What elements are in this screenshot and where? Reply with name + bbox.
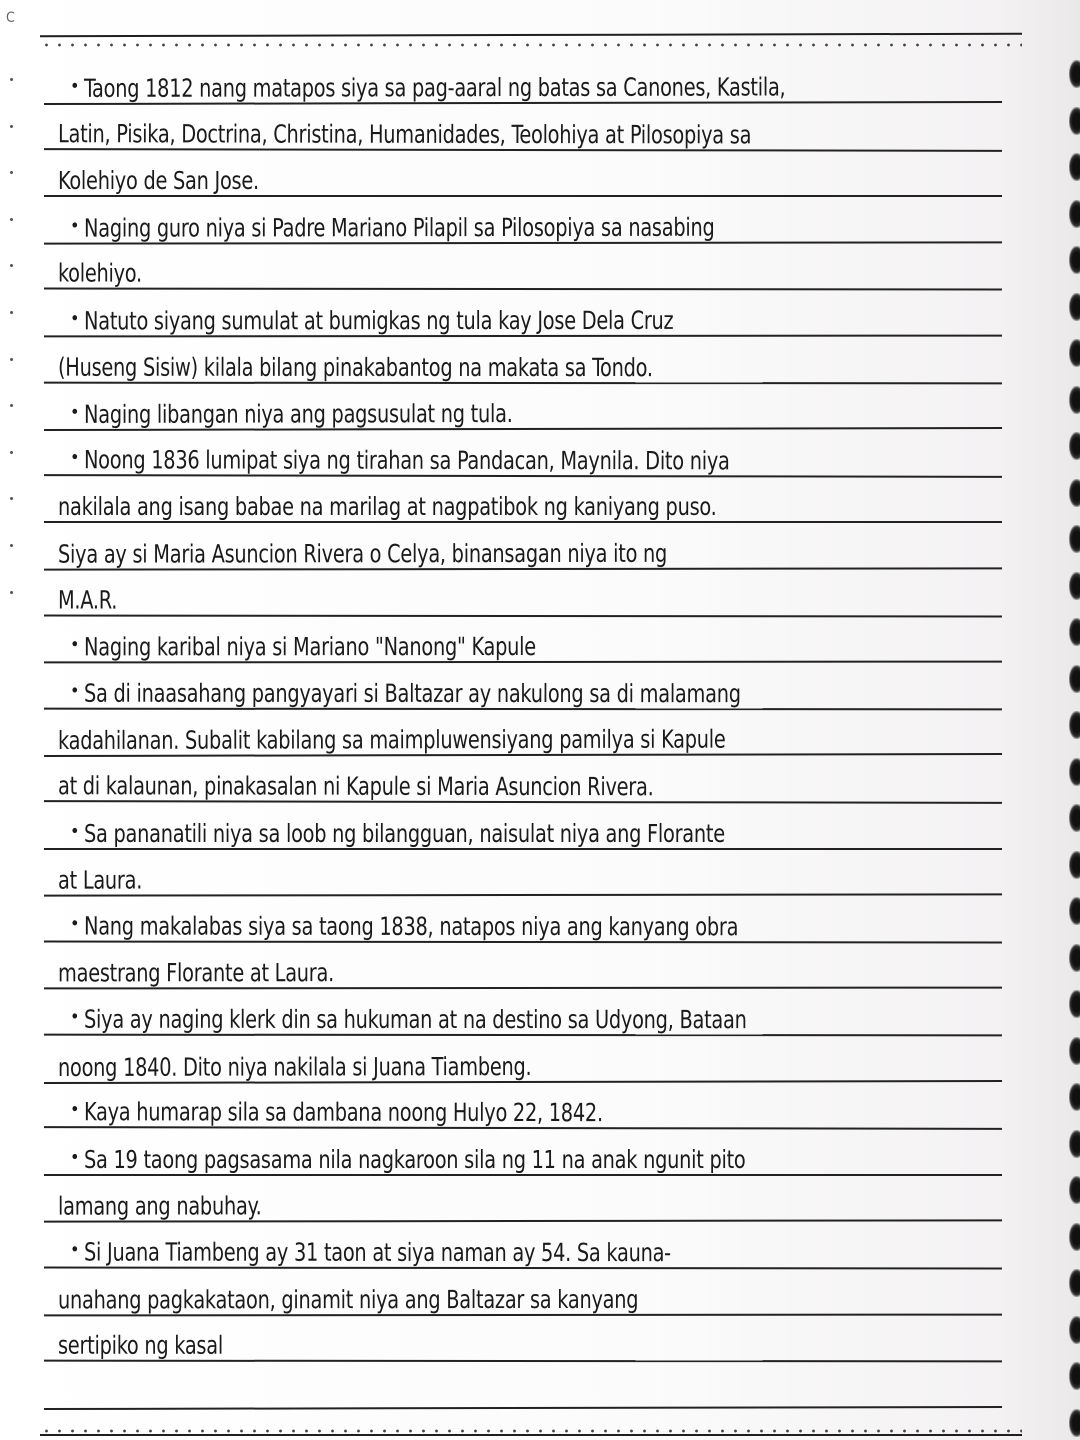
continuation-text: kolehiyo. [57,258,142,288]
notebook-line [44,943,1002,990]
spiral-binding [1066,60,1080,1440]
spiral-ring [1069,432,1080,460]
spiral-ring [1069,339,1080,367]
bullet-text: Taong 1812 nang matapos siya sa pag-aaral ng batas sa Canones, Kastila, [83,72,786,103]
spiral-ring [1069,386,1080,414]
bullet-text: Naging guro niya si Padre Mariano Pilapil sa Pilosopiya sa nasabing [83,212,715,243]
spiral-ring [1069,944,1080,972]
notebook-line [44,1176,1002,1223]
margin-dot [10,171,13,174]
notebook-line [44,430,1002,478]
bullet-dot: • [69,402,80,424]
continuation-text: lamang ang nabuhay. [57,1191,262,1222]
notebook-line [44,197,1002,244]
bullet-dot: • [69,634,80,656]
spiral-ring [1069,1316,1080,1344]
bullet-dot: • [70,820,80,842]
continuation-text: at di kalaunan, pinakasalan ni Kapule si Maria Asuncion Rivera. [57,771,654,802]
continuation-text: M.A.R. [57,585,118,615]
notebook-line [44,1222,1002,1269]
spiral-ring [1069,153,1080,181]
spiral-ring [1069,990,1080,1018]
margin-dot [10,125,13,128]
spiral-ring [1069,1362,1080,1390]
notebook-line [44,337,1002,384]
spiral-ring [1069,1269,1080,1297]
notebook-line [44,1082,1002,1130]
notebook-line [44,617,1002,664]
continuation-text: nakilala ang isang babae na marilag at nagpatibok ng kaniyang puso. [58,492,717,522]
bullet-text: Nang makalabas siya sa taong 1838, natapos niya ang kanyang obra [83,911,739,942]
margin-dot [10,404,13,407]
continuation-text: at Laura. [57,865,143,895]
spiral-ring [1069,897,1080,925]
bullet-dot: • [69,913,80,935]
bullet-text: Natuto siyang sumulat at bumigkas ng tula kay Jose Dela Cruz [83,305,674,336]
bullet-dot: • [69,1006,80,1028]
bullet-dot: • [69,680,80,702]
spiral-ring [1069,665,1080,693]
spiral-ring [1069,1130,1080,1158]
spiral-ring [1069,851,1080,879]
bullet-text: Kaya humarap sila sa dambana noong Hulyo 22, 1842. [83,1097,603,1128]
bullet-dot: • [69,1099,80,1121]
spiral-ring [1069,1083,1080,1111]
notebook-line [44,850,1002,897]
notebook-line [44,709,1002,757]
bullet-text: Sa pananatili niya sa loob ng bilangguan, naisulat niya ang Florante [84,818,725,848]
notebook-line [44,523,1002,570]
margin-dot [10,218,13,221]
notebook-line [44,756,1002,804]
notebook-line [44,477,1002,523]
margin-dot [10,358,13,361]
bottom-border-line [40,1434,1022,1436]
spiral-ring [1069,1037,1080,1065]
spiral-ring [1069,1176,1080,1204]
notebook-line [44,244,1002,291]
notebook-line [44,1316,1002,1363]
notebook-line [44,663,1002,710]
notebook-line [44,104,1002,152]
continuation-text: maestrang Florante at Laura. [57,958,334,988]
notebook-line [44,1269,1002,1316]
bullet-dot: • [69,308,80,330]
notebook-line [44,57,1002,105]
bullet-text: Sa 19 taong pagsasama nila nagkaroon sila ng 11 na anak ngunit pito [84,1144,746,1174]
spiral-ring [1069,200,1080,228]
margin-dot [10,311,13,314]
spiral-ring [1069,711,1080,739]
notebook-line [44,804,1002,850]
margin-dot [10,544,13,547]
margin-dot [10,451,13,454]
bullet-dot: • [69,75,80,97]
bullet-text: Si Juana Tiambeng ay 31 taon at siya naman ay 54. Sa kauna- [83,1237,671,1268]
continuation-text: Siya ay si Maria Asuncion Rivera o Celya, binansagan niya ito ng [57,538,668,569]
continuation-text: unahang pagkakataon, ginamit niya ang Baltazar sa kanyang [57,1284,639,1314]
spiral-ring [1069,804,1080,832]
notebook-line [44,1036,1002,1084]
notebook-line [44,151,1002,197]
spiral-ring [1069,479,1080,507]
margin-dot [10,591,13,594]
spiral-ring [1069,1409,1080,1437]
spiral-ring [1069,107,1080,135]
continuation-text: (Huseng Sisiw) kilala bilang pinakabantog na makata sa Tondo. [57,352,653,382]
corner-mark: C [6,10,15,26]
bullet-text: Sa di inaasahang pangyayari si Baltazar ay nakulong sa di malamang [83,678,741,708]
notebook-line [44,291,1002,338]
bullet-dot: • [69,215,80,237]
continuation-text: Kolehiyo de San Jose. [58,166,259,196]
spiral-ring [1069,758,1080,786]
bullet-text: Siya ay naging klerk din sa hukuman at na destino sa Udyong, Bataan [83,1004,747,1035]
notebook-line [44,1130,1002,1176]
margin-dot [10,264,13,267]
spiral-ring [1069,525,1080,553]
notebook-line [44,896,1002,943]
spiral-ring [1069,618,1080,646]
continuation-text: Latin, Pisika, Doctrina, Christina, Humanidades, Teolohiya at Pilosopiya sa [57,118,752,149]
spiral-ring [1069,572,1080,600]
spiral-ring [1069,1223,1080,1251]
margin-dot [10,78,13,81]
continuation-text: sertipiko ng kasal [57,1330,223,1360]
bullet-text: Noong 1836 lumipat siya ng tirahan sa Pandacan, Maynila. Dito niya [83,445,730,476]
notebook-line [44,1362,1002,1410]
notebook-line [44,990,1002,1037]
bullet-text: Naging libangan niya ang pagsusulat ng tula. [83,399,513,430]
notebook-line [44,570,1002,617]
bullet-dot: • [69,1239,80,1261]
continuation-text: noong 1840. Dito niya nakilala si Juana Tiambeng. [57,1051,532,1082]
bullet-dot: • [69,447,80,469]
bullet-dot: • [70,1146,80,1168]
spiral-ring [1069,246,1080,274]
notebook-line [44,383,1002,431]
spiral-ring [1069,293,1080,321]
margin-dot [10,497,13,500]
continuation-text: kadahilanan. Subalit kabilang sa maimpluwensiyang pamilya si Kapule [57,724,726,756]
spiral-ring [1069,60,1080,88]
bullet-text: Naging karibal niya si Mariano "Nanong" Kapule [83,632,536,662]
